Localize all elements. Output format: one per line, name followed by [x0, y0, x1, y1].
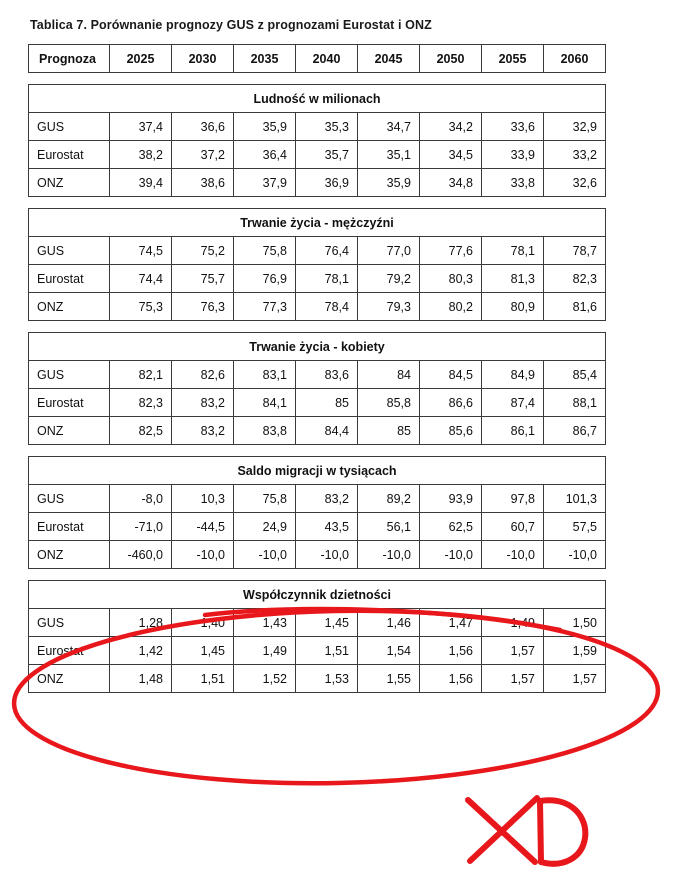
section-title-row [29, 209, 606, 237]
comparison-table [28, 44, 606, 693]
section-title: Trwanie życia - kobiety [29, 333, 606, 361]
cell: 82,3 [110, 389, 172, 417]
table-caption: Tablica 7. Porównanie prognozy GUS z prognozami Eurostat i ONZ [30, 18, 432, 32]
row-label: GUS [29, 485, 110, 513]
row-label: Eurostat [29, 265, 110, 293]
table-row [29, 609, 606, 637]
cell: 35,9 [358, 169, 420, 197]
cell: 1,47 [420, 609, 482, 637]
cell: 75,8 [234, 237, 296, 265]
cell: 77,3 [234, 293, 296, 321]
cell: 60,7 [482, 513, 544, 541]
cell: 1,53 [296, 665, 358, 693]
cell: 1,55 [358, 665, 420, 693]
row-label: ONZ [29, 541, 110, 569]
cell: 83,2 [172, 389, 234, 417]
cell: 83,2 [296, 485, 358, 513]
cell: 1,51 [172, 665, 234, 693]
cell: -10,0 [172, 541, 234, 569]
cell: 1,57 [544, 665, 606, 693]
row-label: ONZ [29, 665, 110, 693]
cell: 38,6 [172, 169, 234, 197]
cell: -8,0 [110, 485, 172, 513]
section-title-row [29, 333, 606, 361]
cell: 36,6 [172, 113, 234, 141]
cell: 33,2 [544, 141, 606, 169]
row-label: GUS [29, 113, 110, 141]
cell: 37,4 [110, 113, 172, 141]
table-row [29, 637, 606, 665]
cell: -10,0 [358, 541, 420, 569]
cell: -44,5 [172, 513, 234, 541]
cell: 39,4 [110, 169, 172, 197]
cell: 84,1 [234, 389, 296, 417]
section-title-row [29, 581, 606, 609]
cell: 84,9 [482, 361, 544, 389]
cell: 74,5 [110, 237, 172, 265]
table-row [29, 541, 606, 569]
cell: 35,3 [296, 113, 358, 141]
section-title-row [29, 457, 606, 485]
header-year-2055: 2055 [482, 45, 544, 73]
cell: 32,9 [544, 113, 606, 141]
cell: 24,9 [234, 513, 296, 541]
header-label: Prognoza [29, 45, 110, 73]
header-year-2030: 2030 [172, 45, 234, 73]
cell: 1,28 [110, 609, 172, 637]
cell: 85,6 [420, 417, 482, 445]
section-spacer [29, 73, 606, 85]
table-row [29, 665, 606, 693]
section-spacer [29, 445, 606, 457]
cell: 79,2 [358, 265, 420, 293]
xd-annotation [468, 798, 585, 864]
cell: 82,1 [110, 361, 172, 389]
cell: 36,9 [296, 169, 358, 197]
table-row [29, 169, 606, 197]
header-year-2035: 2035 [234, 45, 296, 73]
cell: 80,3 [420, 265, 482, 293]
header-year-2050: 2050 [420, 45, 482, 73]
table-row [29, 293, 606, 321]
cell: 85 [296, 389, 358, 417]
cell: 33,8 [482, 169, 544, 197]
cell: 86,1 [482, 417, 544, 445]
cell: 81,6 [544, 293, 606, 321]
cell: -10,0 [544, 541, 606, 569]
row-label: GUS [29, 609, 110, 637]
section-title: Ludność w milionach [29, 85, 606, 113]
cell: 97,8 [482, 485, 544, 513]
cell: 43,5 [296, 513, 358, 541]
table-section-fertility-rate [29, 569, 606, 693]
cell: 83,6 [296, 361, 358, 389]
cell: 1,51 [296, 637, 358, 665]
row-label: Eurostat [29, 389, 110, 417]
cell: 33,6 [482, 113, 544, 141]
cell: 75,3 [110, 293, 172, 321]
cell: 79,3 [358, 293, 420, 321]
cell: 10,3 [172, 485, 234, 513]
cell: 1,42 [110, 637, 172, 665]
cell: 82,3 [544, 265, 606, 293]
cell: 85,4 [544, 361, 606, 389]
cell: 78,1 [296, 265, 358, 293]
cell: 85,8 [358, 389, 420, 417]
cell: 77,6 [420, 237, 482, 265]
cell: 83,1 [234, 361, 296, 389]
cell: 88,1 [544, 389, 606, 417]
cell: 87,4 [482, 389, 544, 417]
cell: 74,4 [110, 265, 172, 293]
cell: 1,45 [172, 637, 234, 665]
row-label: GUS [29, 237, 110, 265]
row-label: ONZ [29, 169, 110, 197]
table-row [29, 265, 606, 293]
cell: -10,0 [296, 541, 358, 569]
cell: 37,9 [234, 169, 296, 197]
cell: 1,56 [420, 637, 482, 665]
cell: 1,45 [296, 609, 358, 637]
cell: -10,0 [234, 541, 296, 569]
cell: 32,6 [544, 169, 606, 197]
cell: 76,3 [172, 293, 234, 321]
cell: 56,1 [358, 513, 420, 541]
table-row [29, 417, 606, 445]
header-year-2040: 2040 [296, 45, 358, 73]
row-label: Eurostat [29, 141, 110, 169]
cell: 35,7 [296, 141, 358, 169]
cell: 80,2 [420, 293, 482, 321]
cell: 1,46 [358, 609, 420, 637]
table-section-migration-balance [29, 445, 606, 569]
header-row [29, 45, 606, 73]
header-year-2025: 2025 [110, 45, 172, 73]
table-section-life-expectancy-men [29, 197, 606, 321]
table-section-population [29, 73, 606, 197]
row-label: Eurostat [29, 513, 110, 541]
cell: 80,9 [482, 293, 544, 321]
cell: 1,54 [358, 637, 420, 665]
cell: 101,3 [544, 485, 606, 513]
cell: 34,8 [420, 169, 482, 197]
cell: 82,5 [110, 417, 172, 445]
section-title: Trwanie życia - mężczyźni [29, 209, 606, 237]
cell: 76,9 [234, 265, 296, 293]
section-spacer [29, 569, 606, 581]
cell: 1,50 [544, 609, 606, 637]
cell: 78,4 [296, 293, 358, 321]
cell: 35,9 [234, 113, 296, 141]
cell: 34,7 [358, 113, 420, 141]
cell: 81,3 [482, 265, 544, 293]
cell: 1,52 [234, 665, 296, 693]
cell: -10,0 [420, 541, 482, 569]
cell: 75,8 [234, 485, 296, 513]
table-section-life-expectancy-women [29, 321, 606, 445]
cell: 76,4 [296, 237, 358, 265]
cell: 1,57 [482, 637, 544, 665]
table-row [29, 389, 606, 417]
cell: 38,2 [110, 141, 172, 169]
cell: 36,4 [234, 141, 296, 169]
cell: 1,56 [420, 665, 482, 693]
cell: 34,5 [420, 141, 482, 169]
section-spacer [29, 197, 606, 209]
table-row [29, 361, 606, 389]
row-label: GUS [29, 361, 110, 389]
section-title: Współczynnik dzietności [29, 581, 606, 609]
cell: 75,2 [172, 237, 234, 265]
table-row [29, 141, 606, 169]
header-year-2060: 2060 [544, 45, 606, 73]
cell: 84,5 [420, 361, 482, 389]
cell: 1,43 [234, 609, 296, 637]
cell: 89,2 [358, 485, 420, 513]
table-row [29, 485, 606, 513]
cell: 33,9 [482, 141, 544, 169]
header-year-2045: 2045 [358, 45, 420, 73]
cell: 83,8 [234, 417, 296, 445]
cell: 1,49 [234, 637, 296, 665]
cell: 86,6 [420, 389, 482, 417]
section-spacer [29, 321, 606, 333]
cell: 78,1 [482, 237, 544, 265]
cell: 83,2 [172, 417, 234, 445]
cell: 78,7 [544, 237, 606, 265]
cell: 35,1 [358, 141, 420, 169]
cell: 86,7 [544, 417, 606, 445]
cell: -460,0 [110, 541, 172, 569]
section-title-row [29, 85, 606, 113]
cell: 1,59 [544, 637, 606, 665]
cell: -71,0 [110, 513, 172, 541]
cell: 62,5 [420, 513, 482, 541]
section-title: Saldo migracji w tysiącach [29, 457, 606, 485]
cell: 1,40 [172, 609, 234, 637]
cell: 1,48 [110, 665, 172, 693]
cell: 93,9 [420, 485, 482, 513]
table-row [29, 237, 606, 265]
cell: 84 [358, 361, 420, 389]
cell: 57,5 [544, 513, 606, 541]
cell: 84,4 [296, 417, 358, 445]
row-label: Eurostat [29, 637, 110, 665]
cell: 77,0 [358, 237, 420, 265]
row-label: ONZ [29, 293, 110, 321]
table-row [29, 113, 606, 141]
cell: 85 [358, 417, 420, 445]
table-row [29, 513, 606, 541]
row-label: ONZ [29, 417, 110, 445]
cell: 1,49 [482, 609, 544, 637]
cell: 37,2 [172, 141, 234, 169]
cell: -10,0 [482, 541, 544, 569]
cell: 82,6 [172, 361, 234, 389]
cell: 1,57 [482, 665, 544, 693]
table-header [29, 45, 606, 73]
cell: 34,2 [420, 113, 482, 141]
cell: 75,7 [172, 265, 234, 293]
